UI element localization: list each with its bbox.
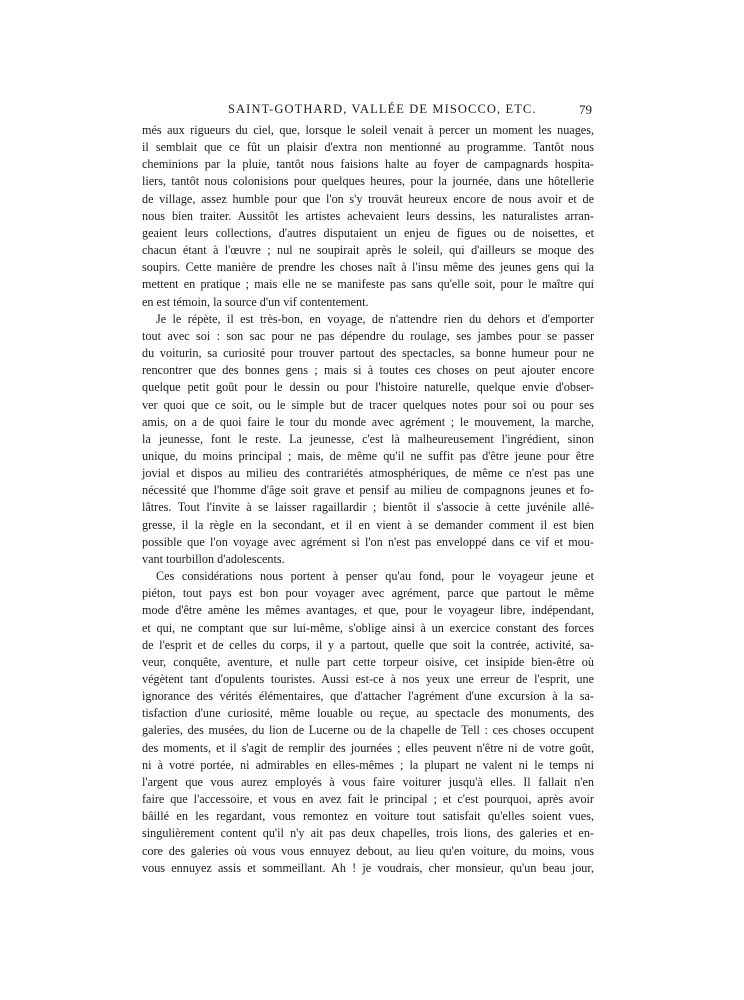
text-line: possible que l'on voyage avec agrément si l'on n'est pas enveloppé dans ce vif et mou- bbox=[142, 534, 594, 549]
paragraph bbox=[142, 311, 594, 568]
text-line: végètent tant d'opulents touristes. Aussi est-ce à nos yeux une erreur de l'esprit, une bbox=[142, 672, 594, 686]
text-line: mettent en pratique ; mais elle ne se manifeste pas sans qu'elle soit, pour le maître qui bbox=[142, 277, 594, 292]
text-line: faire que l'accessoire, et vous en avez fait le principal ; et c'est pourquoi, après avoir bbox=[142, 792, 594, 807]
body-text bbox=[142, 122, 594, 877]
text-line: nous bien traiter. Aussitôt les artistes achevaient leurs dessins, les naturalistes arran- bbox=[142, 208, 594, 223]
text-line: soupirs. Cette manière de prendre les choses naît à l'insu même des jeunes gens qui la bbox=[142, 260, 594, 275]
text-line: quelque petit goût pour le dessin ou pour l'histoire naturelle, quelque envie d'obser- bbox=[142, 380, 594, 395]
page-number: 79 bbox=[579, 102, 592, 117]
text-line: piéton, tout pays est bon pour voyager avec agrément, parce que partout le même bbox=[142, 586, 594, 601]
text-line: core des galeries où vous vous ennuyez debout, au lieu qu'en voiture, du moins, vous bbox=[142, 843, 594, 858]
text-line: Ces considérations nous portent à penser qu'au fond, pour le voyageur jeune et bbox=[156, 569, 594, 584]
text-line: rencontrer que des bonnes gens ; mais si à toutes ces choses on peut ajouter encore bbox=[142, 363, 594, 378]
paragraph bbox=[142, 568, 594, 877]
text-line: jovial et dispos au milieu des contrariétés atmosphériques, de même ce n'est pas une bbox=[142, 466, 594, 481]
running-head bbox=[142, 100, 594, 122]
text-line: du voiturin, sa curiosité pour trouver partout des spectacles, sa bonne humeur pour ne bbox=[142, 346, 594, 361]
text-line: mode d'être amène les mêmes avantages, et que, pour le voyageur libre, indépendant, bbox=[142, 603, 594, 618]
text-line: nécessité que l'homme d'âge soit grave et pensif au milieu de compagnons jeunes et fo- bbox=[142, 483, 594, 498]
running-title: SAINT-GOTHARD, VALLÉE DE MISOCCO, ETC. bbox=[228, 102, 537, 116]
text-line: bâillé en les regardant, vous remontez en voiture tout satisfait qu'elles soient vues, bbox=[142, 809, 594, 824]
text-line: vous ennuyez assis et sommeillant. Ah ! je voudrais, cher monsieur, qu'un beau jour, bbox=[142, 860, 594, 875]
text-line: ignorance des vérités élémentaires, que d'attacher l'agrément d'une excursion à la sa- bbox=[142, 689, 594, 704]
text-line: ver quoi que ce soit, ou le simple but de tracer quelques notes pour soi ou pour ses bbox=[142, 397, 594, 412]
text-line: veur, conquête, aventure, et nulle part cette torpeur oisive, cet insipide bien-être où bbox=[142, 654, 594, 669]
text-line: tout avec soi : son sac pour ne pas dépendre du roulage, ses jambes pour se passer bbox=[142, 328, 594, 343]
text-line: liers, tantôt nous colonisions pour quelques heures, pour la journée, dans une hôtellerie bbox=[142, 174, 594, 189]
text-line: galeries, des musées, du lion de Lucerne ou de la chapelle de Tell : ces choses occupent bbox=[142, 723, 594, 738]
paragraph bbox=[142, 122, 594, 311]
text-line: vant tourbillon d'adolescents. bbox=[142, 551, 285, 566]
text-line: lâtres. Tout l'invite à se laisser ragaillardir ; bientôt il s'associe à cette juvénile allé- bbox=[142, 500, 594, 515]
text-line: singulièrement content qu'il n'y ait pas deux chapelles, trois lions, des galeries et en- bbox=[142, 826, 594, 841]
text-line: cheminions par la pluie, tantôt nous faisions halte au foyer de campagnards hospita- bbox=[142, 157, 594, 172]
text-line: amis, on a de quoi faire le tour du monde avec agrément ; le mouvement, la marche, bbox=[142, 414, 594, 429]
text-line: gresse, il la règle en la secondant, et il en vient à se demander comment il est bien bbox=[142, 517, 594, 532]
text-line: tisfaction d'une curiosité, même louable ou reçue, au spectacle des monuments, des bbox=[142, 706, 594, 721]
text-line: geaient leurs collections, d'autres disputaient un enjeu de figues ou de noisettes, et bbox=[142, 225, 594, 240]
text-line: ni à votre portée, ni admirables en elles-mêmes ; la plupart ne valent ni le temps ni bbox=[142, 757, 594, 772]
text-line: en est témoin, la source d'un vif contentement. bbox=[142, 294, 369, 309]
text-line: des moments, et il s'agit de remplir des journées ; elles peuvent n'être ni de votre goût, bbox=[142, 740, 594, 755]
text-line: et qui, ne comptant que sur lui-même, s'oblige ainsi à un exercice constant des forces bbox=[142, 620, 594, 635]
text-line: Je le répète, il est très-bon, en voyage, de n'attendre rien du dehors et d'emporter bbox=[156, 311, 594, 326]
text-line: il semblait que ce fût un plaisir d'extra non mentionné au programme. Tantôt nous bbox=[142, 140, 594, 155]
text-line: de village, assez humble pour que l'on s'y trouvât heureux encore de nous avoir et de bbox=[142, 191, 594, 206]
book-page bbox=[142, 100, 594, 877]
text-line: de l'esprit et de celles du corps, il y a partout, quelle que soit la contrée, activité, sa- bbox=[142, 637, 594, 652]
text-line: l'argent que vous aurez employés à vous faire voiturer jusqu'à elles. Il fallait n'en bbox=[142, 774, 594, 789]
text-line: unique, du moins principal ; mais, de même qu'il ne suffit pas d'être jeune pour être bbox=[142, 448, 594, 463]
text-line: chacun étant à l'œuvre ; nul ne soupirait après le soleil, qui d'ailleurs se moque des bbox=[142, 243, 594, 258]
text-line: més aux rigueurs du ciel, que, lorsque le soleil venait à percer un moment les nuages, bbox=[142, 123, 594, 137]
text-line: la jeunesse, font le reste. La jeunesse, c'est là malheureusement l'ingrédient, sinon bbox=[142, 431, 594, 446]
